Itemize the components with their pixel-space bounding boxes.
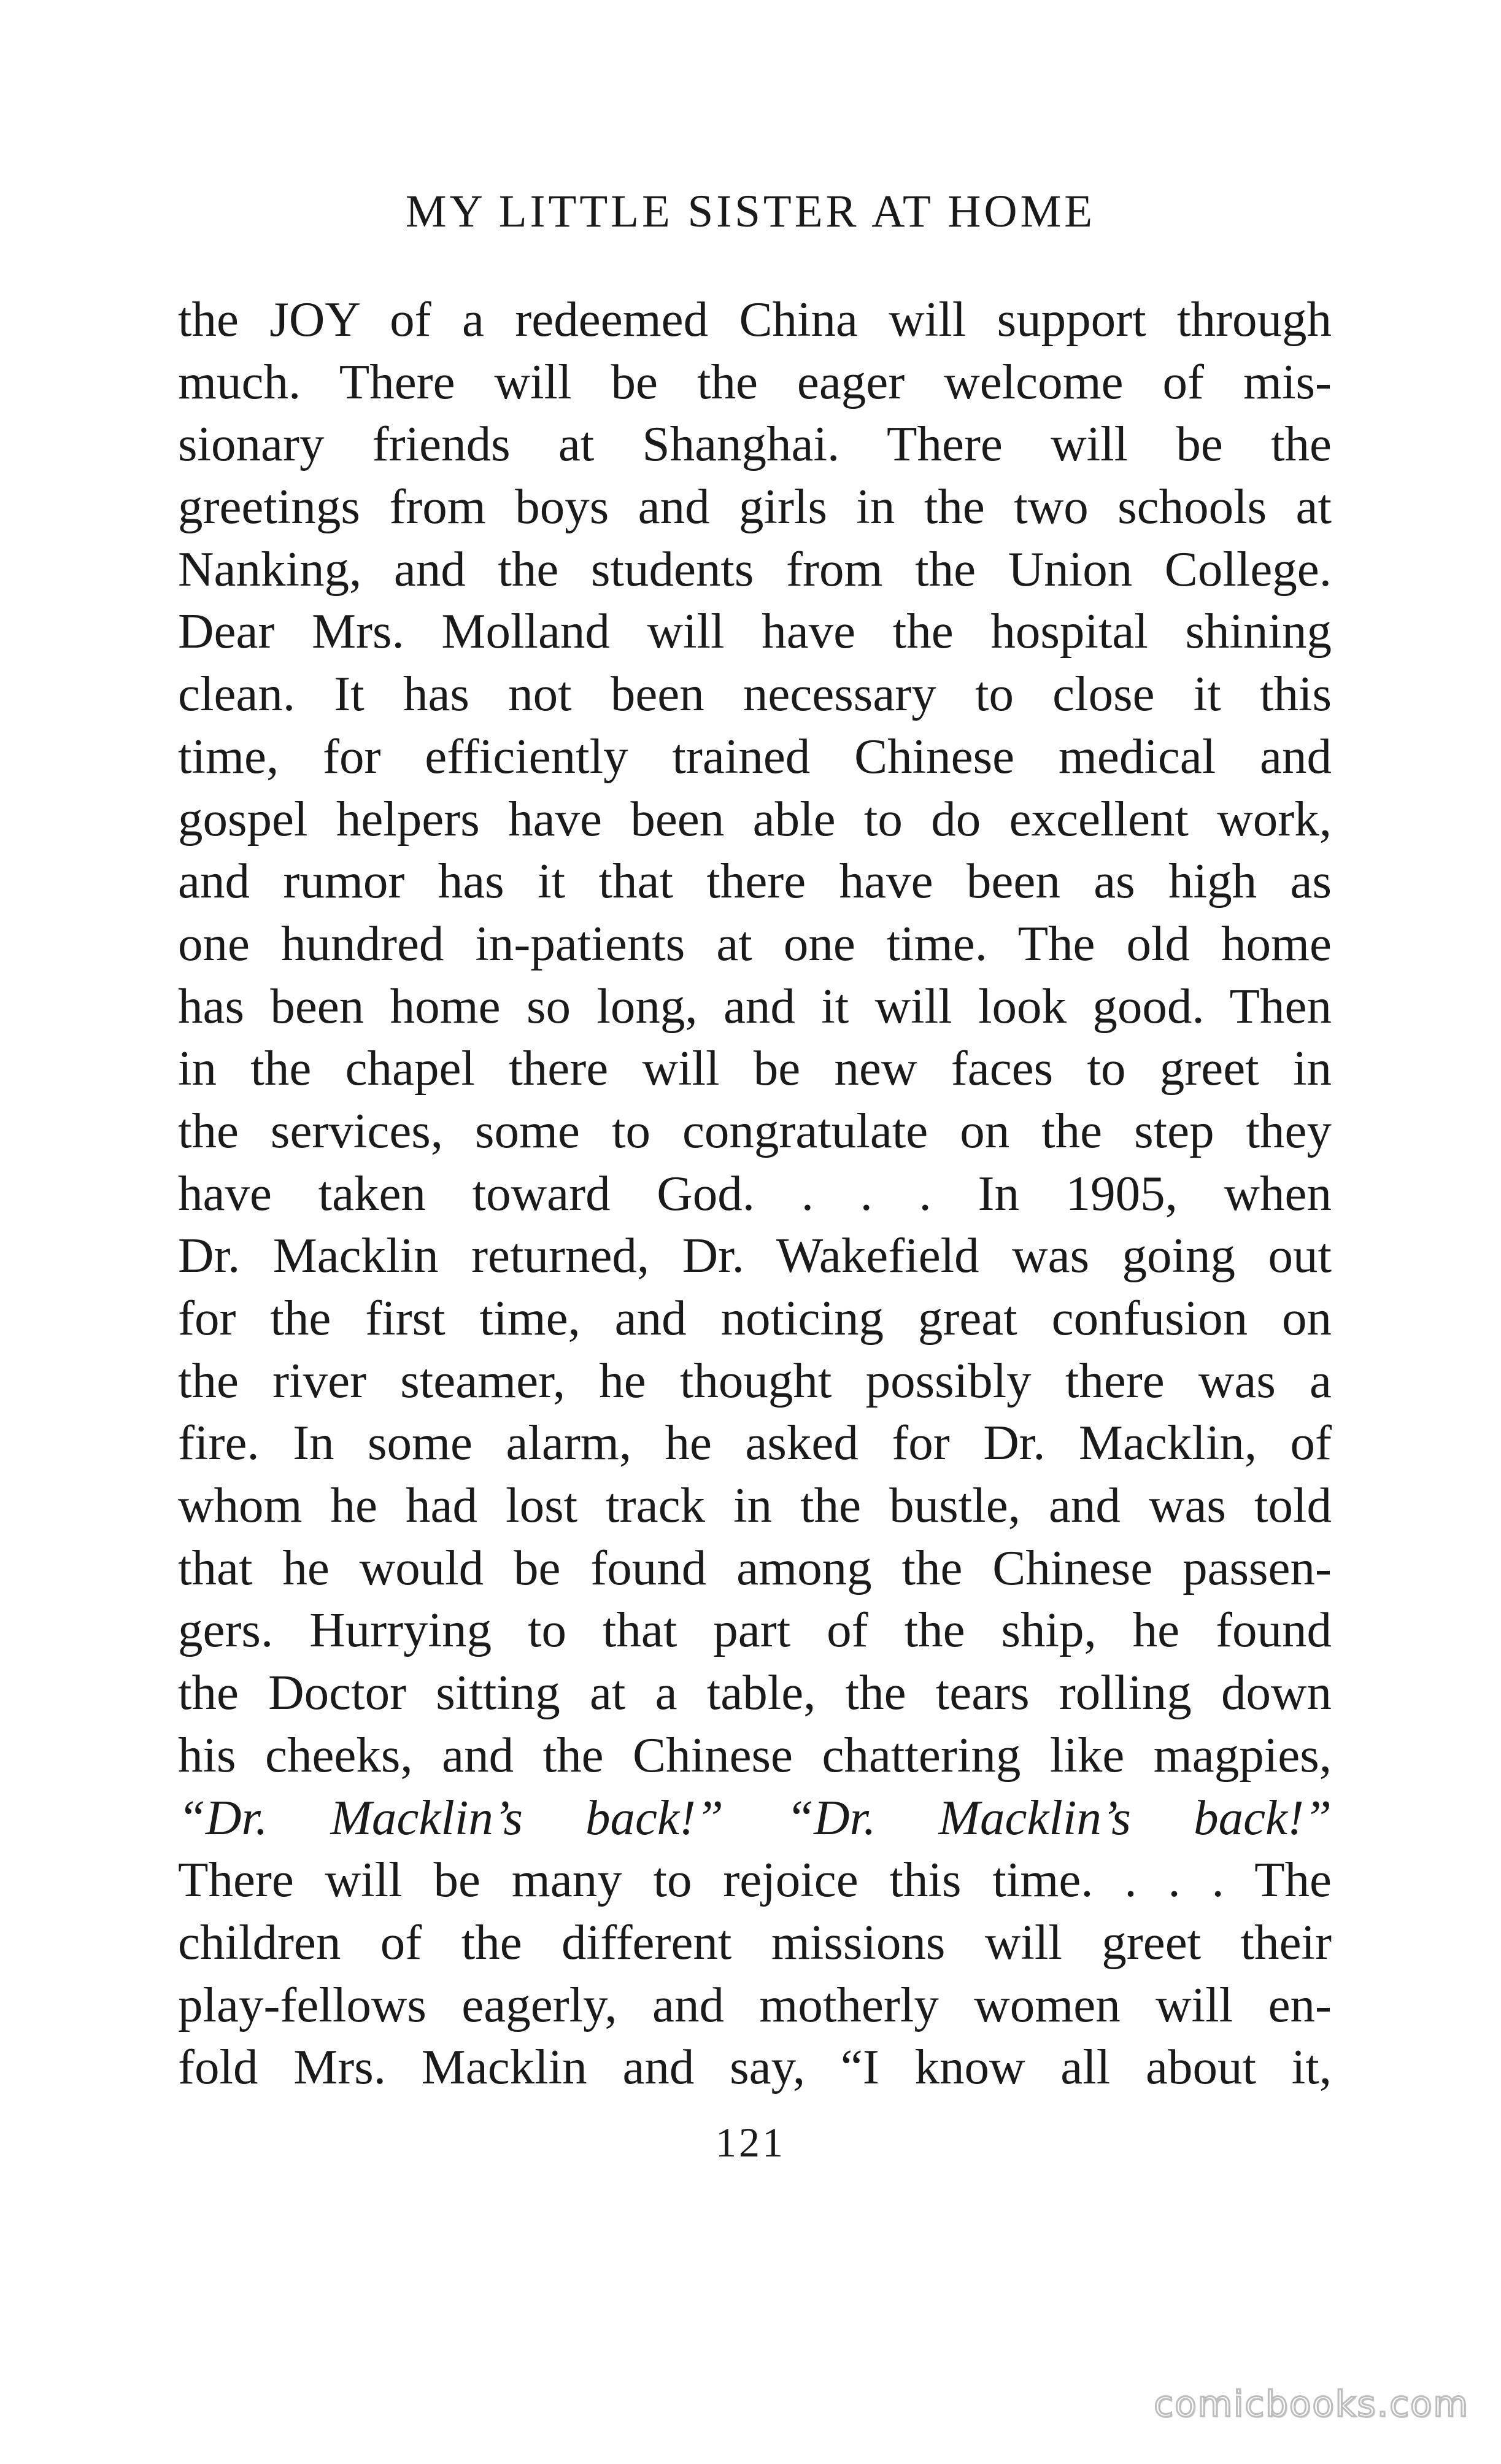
text-line: the services, some to congratulate on the step they — [178, 1102, 1332, 1158]
text-line: time, for efficiently trained Chinese medical and — [178, 728, 1332, 784]
text-line: his cheeks, and the Chinese chattering like magpies, — [178, 1727, 1332, 1783]
text-line: whom he had lost track in the bustle, and was told — [178, 1478, 1332, 1533]
text-line: for the first time, and noticing great confusion on — [178, 1290, 1332, 1346]
text-line: gospel helpers have been able to do excellent work, — [178, 791, 1332, 847]
page-number: 121 — [716, 2119, 785, 2166]
text-line: much. There will be the eager welcome of mis- — [178, 354, 1332, 409]
text-line: play-fellows eagerly, and motherly women will en- — [178, 1977, 1332, 2032]
text-line: fold Mrs. Macklin and say, “I know all about it, — [178, 2039, 1332, 2095]
text-line: the JOY of a redeemed China will support through — [178, 292, 1332, 347]
text-line: Dear Mrs. Molland will have the hospital shining — [178, 603, 1332, 659]
text-line: and rumor has it that there have been as high as — [178, 853, 1332, 909]
text-line: Nanking, and the students from the Union College. — [178, 541, 1332, 597]
body-text — [178, 289, 1332, 2099]
text-line: gers. Hurrying to that part of the ship, he found — [178, 1602, 1332, 1658]
text-line: fire. In some alarm, he asked for Dr. Macklin, of — [178, 1415, 1332, 1471]
text-line: children of the different missions will greet their — [178, 1914, 1332, 1970]
text-line: greetings from boys and girls in the two schools at — [178, 479, 1332, 535]
text-line: the Doctor sitting at a table, the tears rolling down — [178, 1665, 1332, 1721]
text-line: that he would be found among the Chinese passen- — [178, 1540, 1332, 1595]
text-line: There will be many to rejoice this time. . . . The — [178, 1852, 1332, 1908]
watermark: comicbooks.com — [1154, 2383, 1469, 2425]
text-line: have taken toward God. . . . In 1905, when — [178, 1165, 1332, 1221]
text-line: one hundred in-patients at one time. The old home — [178, 915, 1332, 971]
text-line: the river steamer, he thought possibly there was a — [178, 1352, 1332, 1408]
text-line: has been home so long, and it will look good. Then — [178, 978, 1332, 1034]
text-line: sionary friends at Shanghai. There will be the — [178, 416, 1332, 472]
text-line: clean. It has not been necessary to close it this — [178, 666, 1332, 722]
text-line: in the chapel there will be new faces to greet in — [178, 1040, 1332, 1096]
running-head: MY LITTLE SISTER AT HOME — [405, 186, 1096, 237]
italic-quote-line: “Dr. Macklin’s back!” “Dr. Macklin’s back!” — [178, 1789, 1332, 1845]
text-line: Dr. Macklin returned, Dr. Wakefield was going out — [178, 1228, 1332, 1284]
